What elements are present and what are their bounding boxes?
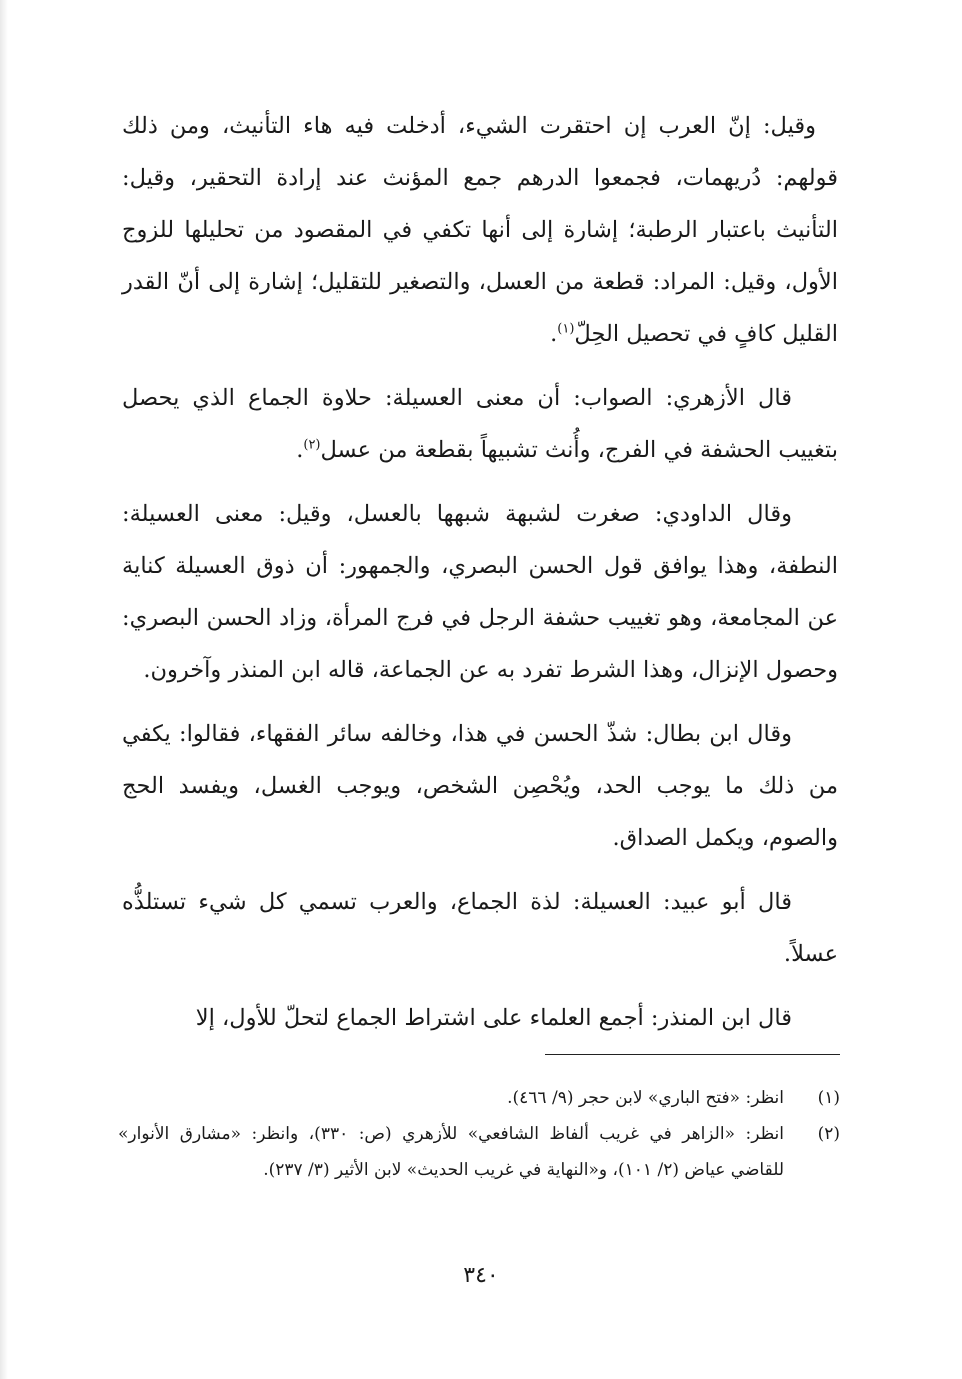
paragraph-2 [122, 372, 838, 476]
main-text [122, 100, 838, 1056]
page-binding-shadow [0, 0, 8, 1379]
paragraph-5: قال أبو عبيد: العسيلة: لذة الجماع، والعرب تسمي كل شيء تستلذُّه عسلاً. [122, 889, 838, 967]
paragraph-6: قال ابن المنذر: أجمع العلماء على اشتراط الجماع لتحلّ للأول، إلا [195, 1005, 792, 1031]
footnote-ref-2: (٢) [303, 437, 321, 453]
footnote-2-text: انظر: «الزاهر في غريب ألفاظ الشافعي» للأزهري (ص: ٣٣٠)، وانظر: «مشارق الأنوار» للقاضي عياض (٢/ ١٠١)، و«النهاية في غريب الحديث» لابن الأثير (٣/ ٢٣٧). [118, 1124, 784, 1180]
footnote-1-text: انظر: «فتح الباري» لابن حجر (٩/ ٤٦٦). [507, 1088, 784, 1108]
paragraph-4: وقال ابن بطال: شذّ الحسن في هذا، وخالفه سائر الفقهاء، فقالوا: يكفي من ذلك ما يوجب الحد، ويُحْصِن الشخص، ويوجب الغسل، ويفسد الحج والصوم، ويكمل الصداق. [122, 721, 838, 851]
paragraph-1-text: وقيل: إنّ العرب إن احتقرت الشيء، أدخلت فيه هاء التأنيث، ومن ذلك قولهم: دُريهمات، فجمعوا الدرهم جمع المؤنث عند إرادة التحقير، وقيل: التأنيث باعتبار الرطبة؛ إشارة إلى أنها تكفي في المقصود من تحليلها للزوج الأول، وقيل: المراد: قطعة من العسل، والتصغير للتقليل؛ إشارة إلى أنّ القدر القليل كافٍ في تحصيل الحِلّ [122, 113, 839, 347]
paragraph-1-end: . [550, 321, 558, 347]
paragraph-2-text: قال الأزهري: الصواب: أن معنى العسيلة: حلاوة الجماع الذي يحصل بتغييب الحشفة في الفرج، وأُنث تشبيهاً بقطعة من عسل [122, 385, 838, 463]
page-number: ٣٤٠ [463, 1263, 499, 1288]
footnote-ref-1: (١) [557, 321, 575, 337]
footnote-2 [118, 1116, 840, 1188]
footnote-separator [545, 1054, 840, 1055]
paragraph-3: وقال الداودي: صغرت لشبهة شبهها بالعسل، وقيل: معنى العسيلة: النطفة، وهذا يوافق قول الحسن البصري، والجمهور: أن ذوق العسيلة كناية عن المجامعة، وهو تغييب حشفة الرجل في فرج المرأة، وزاد الحسن البصري: وحصول الإنزال، وهذا الشرط تفرد به عن الجماعة، قاله ابن المنذر وآخرون. [122, 501, 838, 683]
paragraph-2-end: . [296, 437, 304, 463]
paragraph-1 [122, 100, 838, 360]
footnotes [118, 1080, 840, 1188]
footnote-1 [118, 1080, 840, 1116]
footnote-2-number: (٢) [817, 1124, 840, 1144]
footnote-1-number: (١) [817, 1088, 840, 1108]
